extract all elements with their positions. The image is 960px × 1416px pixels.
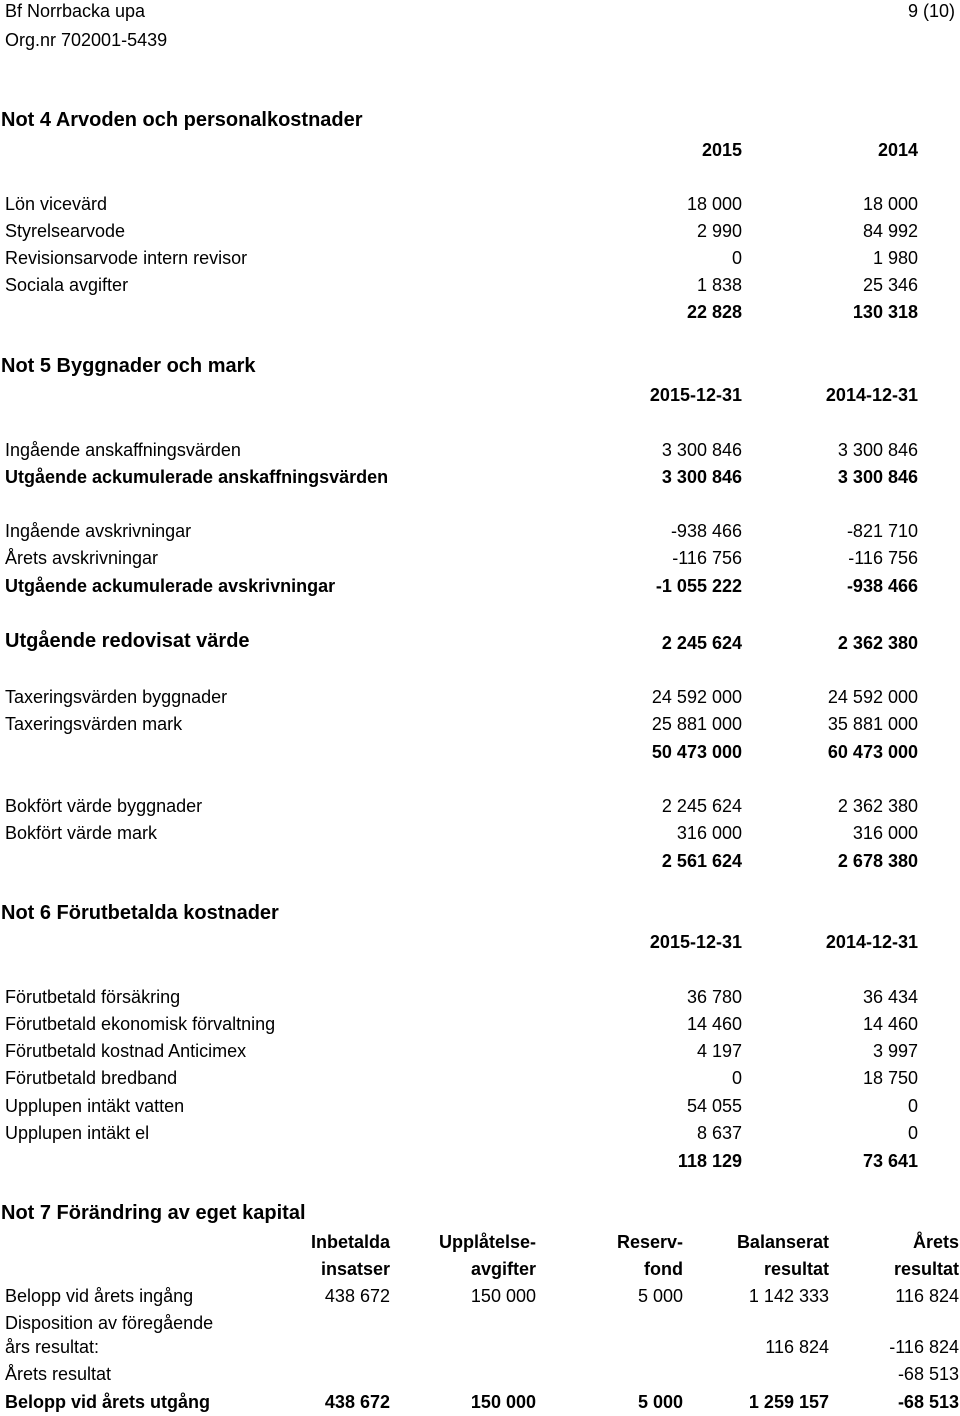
note7-header-arets-resultat: resultat xyxy=(893,1259,959,1279)
note4-total1: 22 828 xyxy=(686,302,742,322)
note7-header-reserv: Reserv- xyxy=(616,1232,683,1252)
note6-row-v2: 36 434 xyxy=(862,987,918,1007)
note7-row-label: års resultat: xyxy=(5,1337,100,1357)
note7-cell: 5 000 xyxy=(637,1392,683,1412)
note7-header-fond: fond xyxy=(644,1259,683,1279)
note7-row-label: Belopp vid årets utgång xyxy=(5,1392,211,1412)
note5-row-v1: 2 561 624 xyxy=(661,851,742,871)
note5-row-v2: -116 756 xyxy=(848,548,918,568)
note6-row-v1: 8 637 xyxy=(696,1123,742,1143)
note6-col1: 2015-12-31 xyxy=(649,932,742,952)
note7-header-balanserat: Balanserat xyxy=(736,1232,829,1252)
note4-row-label: Sociala avgifter xyxy=(5,275,129,295)
note7-cell: 5 000 xyxy=(637,1286,683,1306)
note6-row-v1: 0 xyxy=(731,1068,742,1088)
note5-title: Not 5 Byggnader och mark xyxy=(1,355,256,377)
note6-row-v1: 36 780 xyxy=(686,987,742,1007)
note5-row-label: Ingående avskrivningar xyxy=(5,521,192,541)
note7-header-insatser: insatser xyxy=(320,1259,390,1279)
note7-cell: -68 513 xyxy=(897,1364,959,1384)
note7-header-resultat: resultat xyxy=(763,1259,829,1279)
note5-row-v2: 3 300 846 xyxy=(837,467,918,487)
note6-row-v1: 4 197 xyxy=(696,1041,742,1061)
note4-row-v1: 2 990 xyxy=(696,221,742,241)
note7-row-label: Belopp vid årets ingång xyxy=(5,1286,194,1306)
note5-row-label: Ingående anskaffningsvärden xyxy=(5,440,241,460)
note7-cell: 438 672 xyxy=(324,1392,390,1412)
note6-row-v2: 3 997 xyxy=(872,1041,918,1061)
note4-col1: 2015 xyxy=(701,140,742,160)
note5-row-v2: -821 710 xyxy=(846,521,918,541)
note7-header-avgifter: avgifter xyxy=(470,1259,536,1279)
note7-cell: 1 142 333 xyxy=(748,1286,829,1306)
note4-row-v2: 84 992 xyxy=(862,221,918,241)
note6-row-label: Upplupen intäkt el xyxy=(5,1123,150,1143)
note5-row-v1: 24 592 000 xyxy=(651,687,742,707)
note4-row-label: Styrelsearvode xyxy=(5,221,126,241)
note7-cell: -116 824 xyxy=(889,1337,959,1357)
note7-row-label: Årets resultat xyxy=(5,1364,112,1384)
note7-header-inbetalda: Inbetalda xyxy=(310,1232,390,1252)
note4-row-v2: 1 980 xyxy=(872,248,918,268)
note5-row-label: Bokfört värde byggnader xyxy=(5,796,203,816)
note7-cell: 116 824 xyxy=(895,1286,959,1306)
note5-row-label: Bokfört värde mark xyxy=(5,823,158,843)
note4-row-label: Lön vicevärd xyxy=(5,194,108,214)
note4-row-v2: 18 000 xyxy=(862,194,918,214)
note5-row-v1: 316 000 xyxy=(676,823,742,843)
note7-header-arets: Årets xyxy=(912,1232,959,1252)
page-number: 9 (10) xyxy=(907,1,955,21)
note5-row-v2: 2 362 380 xyxy=(837,633,918,653)
note5-row-label: Taxeringsvärden byggnader xyxy=(5,687,228,707)
note4-row-v2: 25 346 xyxy=(862,275,918,295)
note7-cell: 1 259 157 xyxy=(748,1392,829,1412)
note5-row-v2: 60 473 000 xyxy=(827,742,918,762)
note7-cell: 116 824 xyxy=(765,1337,829,1357)
note4-row-v1: 0 xyxy=(731,248,742,268)
note5-row-v1: 25 881 000 xyxy=(651,714,742,734)
note4-row-v1: 1 838 xyxy=(696,275,742,295)
note4-total2: 130 318 xyxy=(852,302,918,322)
note5-row-v2: 316 000 xyxy=(852,823,918,843)
note6-row-v2: 0 xyxy=(907,1123,918,1143)
org-number: Org.nr 702001-5439 xyxy=(5,30,168,50)
note6-row-v1: 54 055 xyxy=(686,1096,742,1116)
note5-col2: 2014-12-31 xyxy=(825,385,918,405)
note7-row-label: Disposition av föregående xyxy=(5,1313,214,1333)
note7-title: Not 7 Förändring av eget kapital xyxy=(1,1202,306,1224)
note5-row-label: Utgående redovisat värde xyxy=(5,630,250,652)
note6-row-v1: 14 460 xyxy=(686,1014,742,1034)
note6-row-label: Förutbetald bredband xyxy=(5,1068,178,1088)
note5-row-v2: 2 362 380 xyxy=(837,796,918,816)
note5-row-v1: -116 756 xyxy=(672,548,742,568)
note5-row-v2: 3 300 846 xyxy=(837,440,918,460)
note5-row-v1: 50 473 000 xyxy=(651,742,742,762)
note5-row-v1: 3 300 846 xyxy=(661,467,742,487)
note6-total2: 73 641 xyxy=(862,1151,918,1171)
note4-row-v1: 18 000 xyxy=(686,194,742,214)
note5-row-v2: 2 678 380 xyxy=(837,851,918,871)
note5-row-v2: 35 881 000 xyxy=(827,714,918,734)
note5-row-v1: -1 055 222 xyxy=(655,576,742,596)
note5-row-label: Utgående ackumulerade avskrivningar xyxy=(5,576,336,596)
note6-title: Not 6 Förutbetalda kostnader xyxy=(1,902,279,924)
note7-header-upplatelse: Upplåtelse- xyxy=(438,1232,536,1252)
note5-row-v1: 3 300 846 xyxy=(661,440,742,460)
note5-row-label: Utgående ackumulerade anskaffningsvärden xyxy=(5,467,389,487)
note6-row-v2: 0 xyxy=(907,1096,918,1116)
note5-row-label: Årets avskrivningar xyxy=(5,548,159,568)
note7-cell: 150 000 xyxy=(470,1286,536,1306)
note6-row-label: Förutbetald kostnad Anticimex xyxy=(5,1041,247,1061)
note6-row-label: Förutbetald ekonomisk förvaltning xyxy=(5,1014,276,1034)
note5-row-v1: -938 466 xyxy=(670,521,742,541)
note6-row-v2: 18 750 xyxy=(862,1068,918,1088)
note6-row-label: Upplupen intäkt vatten xyxy=(5,1096,185,1116)
note5-row-v1: 2 245 624 xyxy=(661,796,742,816)
note6-row-v2: 14 460 xyxy=(862,1014,918,1034)
note6-total1: 118 129 xyxy=(677,1151,742,1171)
note7-cell: -68 513 xyxy=(897,1392,959,1412)
company-name: Bf Norrbacka upa xyxy=(5,1,146,21)
note4-col2: 2014 xyxy=(877,140,918,160)
note5-row-label: Taxeringsvärden mark xyxy=(5,714,183,734)
note7-cell: 438 672 xyxy=(324,1286,390,1306)
note5-col1: 2015-12-31 xyxy=(649,385,742,405)
note4-row-label: Revisionsarvode intern revisor xyxy=(5,248,248,268)
note5-row-v2: 24 592 000 xyxy=(827,687,918,707)
note6-col2: 2014-12-31 xyxy=(825,932,918,952)
note5-row-v1: 2 245 624 xyxy=(661,633,742,653)
note4-title: Not 4 Arvoden och personalkostnader xyxy=(1,109,363,131)
note5-row-v2: -938 466 xyxy=(846,576,918,596)
note7-cell: 150 000 xyxy=(470,1392,536,1412)
note6-row-label: Förutbetald försäkring xyxy=(5,987,181,1007)
